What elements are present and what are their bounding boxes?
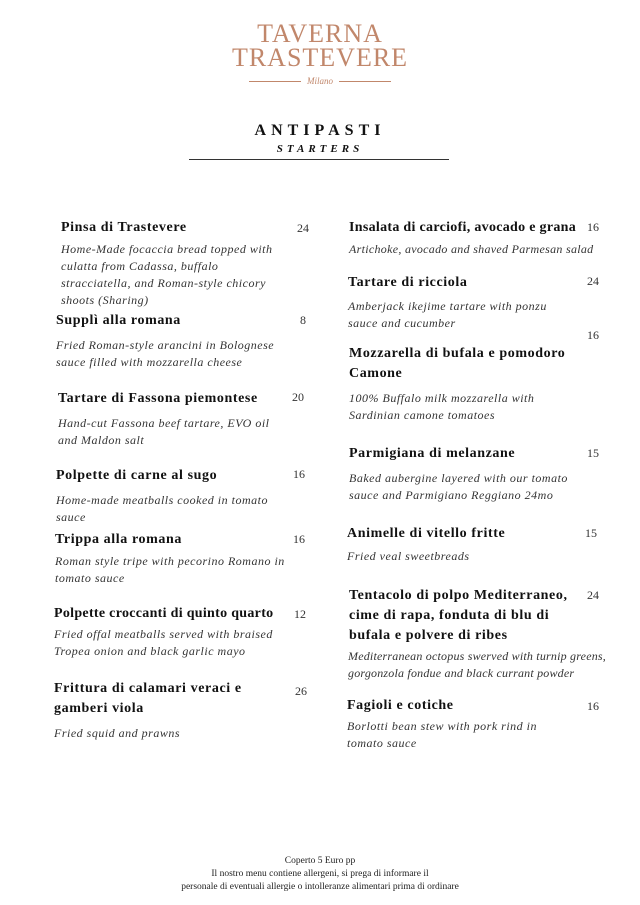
menu-item-frittura: [54, 679, 244, 742]
logo-line-2: TRASTEVERE: [231, 43, 409, 72]
item-desc: Fried veal sweetbreads: [347, 549, 470, 563]
menu-item-polpette-croccanti: [54, 604, 289, 660]
item-desc: Amberjack ikejime tartare with ponzu sauce and cucumber: [348, 299, 547, 330]
item-price: 16: [293, 467, 305, 481]
item-price: 15: [585, 526, 597, 540]
logo-city-row: [0, 76, 640, 86]
logo-line-1: TAVERNA: [257, 19, 383, 48]
section-rule: [189, 159, 449, 160]
item-desc: Hand-cut Fassona beef tartare, EVO oil and Maldon salt: [58, 416, 270, 447]
logo-divider-right: [339, 81, 391, 82]
item-name: Animelle di vitello fritte: [347, 526, 506, 541]
item-name: Tentacolo di polpo Mediterraneo, cime di rapa, fonduta di blu di bufala e polvere di ribes: [349, 588, 568, 643]
coperto-note: Coperto 5 Euro pp: [284, 856, 356, 866]
menu-item-tartare-ricciola: [348, 273, 563, 332]
item-price: 12: [294, 607, 306, 621]
item-name: Mozzarella di bufala e pomodoro Camone: [349, 346, 566, 381]
item-price: 24: [587, 588, 599, 602]
menu-item-tentacolo-desc: [348, 648, 633, 682]
item-name: Parmigiana di melanzane: [349, 446, 516, 461]
menu-item-parmigiana: [349, 444, 584, 504]
item-price: 8: [300, 313, 306, 327]
item-price: 16: [587, 699, 599, 713]
logo-city: Milano: [307, 76, 333, 86]
item-price: 24: [297, 221, 309, 235]
item-price: 20: [292, 390, 304, 404]
item-desc: Borlotti bean stew with pork rind in tomato sauce: [347, 719, 538, 750]
item-name: Trippa alla romana: [55, 532, 182, 547]
section-subtitle: STARTERS: [276, 143, 364, 155]
menu-item-fagioli: [347, 696, 557, 752]
item-desc: Fried Roman-style arancini in Bolognese sauce filled with mozzarella cheese: [56, 338, 275, 369]
item-name: Frittura di calamari veraci e gamberi viola: [54, 681, 242, 716]
item-desc: Mediterranean octopus swerved with turnip greens, gorgonzola fondue and black currant powder: [348, 649, 606, 680]
item-desc: 100% Buffalo milk mozzarella with Sardinian camone tomatoes: [349, 391, 535, 422]
item-desc: Home-made meatballs cooked in tomato sauce: [56, 493, 268, 524]
item-name: Tartare di Fassona piemontese: [58, 391, 258, 406]
menu-item-tentacolo: [349, 586, 574, 646]
item-desc: Fried squid and prawns: [54, 726, 181, 740]
menu-item-trippa: [55, 530, 285, 587]
item-price: 16: [293, 532, 305, 546]
item-desc: Roman style tripe with pecorino Romano in tomato sauce: [55, 554, 285, 585]
item-desc: Home-Made focaccia bread topped with culatta from Cadassa, buffalo stracciatella, and Roman-style chicory shoots (Sharing): [61, 242, 273, 307]
item-price: 16: [587, 220, 599, 234]
restaurant-logo: [0, 19, 640, 86]
footer: [0, 855, 640, 894]
menu-item-animelle: [347, 524, 582, 565]
menu-item-polpette-sugo: [56, 466, 286, 526]
item-name: Tartare di ricciola: [348, 275, 468, 290]
item-desc: Baked aubergine layered with our tomato sauce and Parmigiano Reggiano 24mo: [349, 471, 568, 502]
item-name: Polpette croccanti di quinto quarto: [54, 606, 274, 621]
item-price: 24: [587, 274, 599, 288]
item-desc: Fried offal meatballs served with braised Tropea onion and black garlic mayo: [54, 627, 273, 658]
section-title: ANTIPASTI: [254, 122, 386, 139]
allergen-note-line-2: personale di eventuali allergie o intolleranze alimentari prima di ordinare: [181, 882, 459, 892]
menu-item-mozzarella: [349, 344, 574, 424]
logo-divider-left: [249, 81, 301, 82]
item-name: Insalata di carciofi, avocado e grana: [349, 220, 577, 235]
menu-item-tartare-fassona: [58, 389, 283, 449]
menu-item-suppli: [56, 311, 291, 371]
item-price: 26: [295, 684, 307, 698]
item-price: 16: [587, 328, 599, 342]
item-price: 15: [587, 446, 599, 460]
item-name: Pinsa di Trastevere: [61, 220, 187, 235]
allergen-note-line-1: Il nostro menu contiene allergeni, si prega di informare il: [211, 869, 429, 879]
item-desc: Artichoke, avocado and shaved Parmesan salad: [349, 242, 594, 256]
item-name: Polpette di carne al sugo: [56, 468, 218, 483]
menu-item-pinsa: [61, 218, 286, 309]
item-name: Supplì alla romana: [56, 313, 181, 328]
item-name: Fagioli e cotiche: [347, 698, 454, 713]
